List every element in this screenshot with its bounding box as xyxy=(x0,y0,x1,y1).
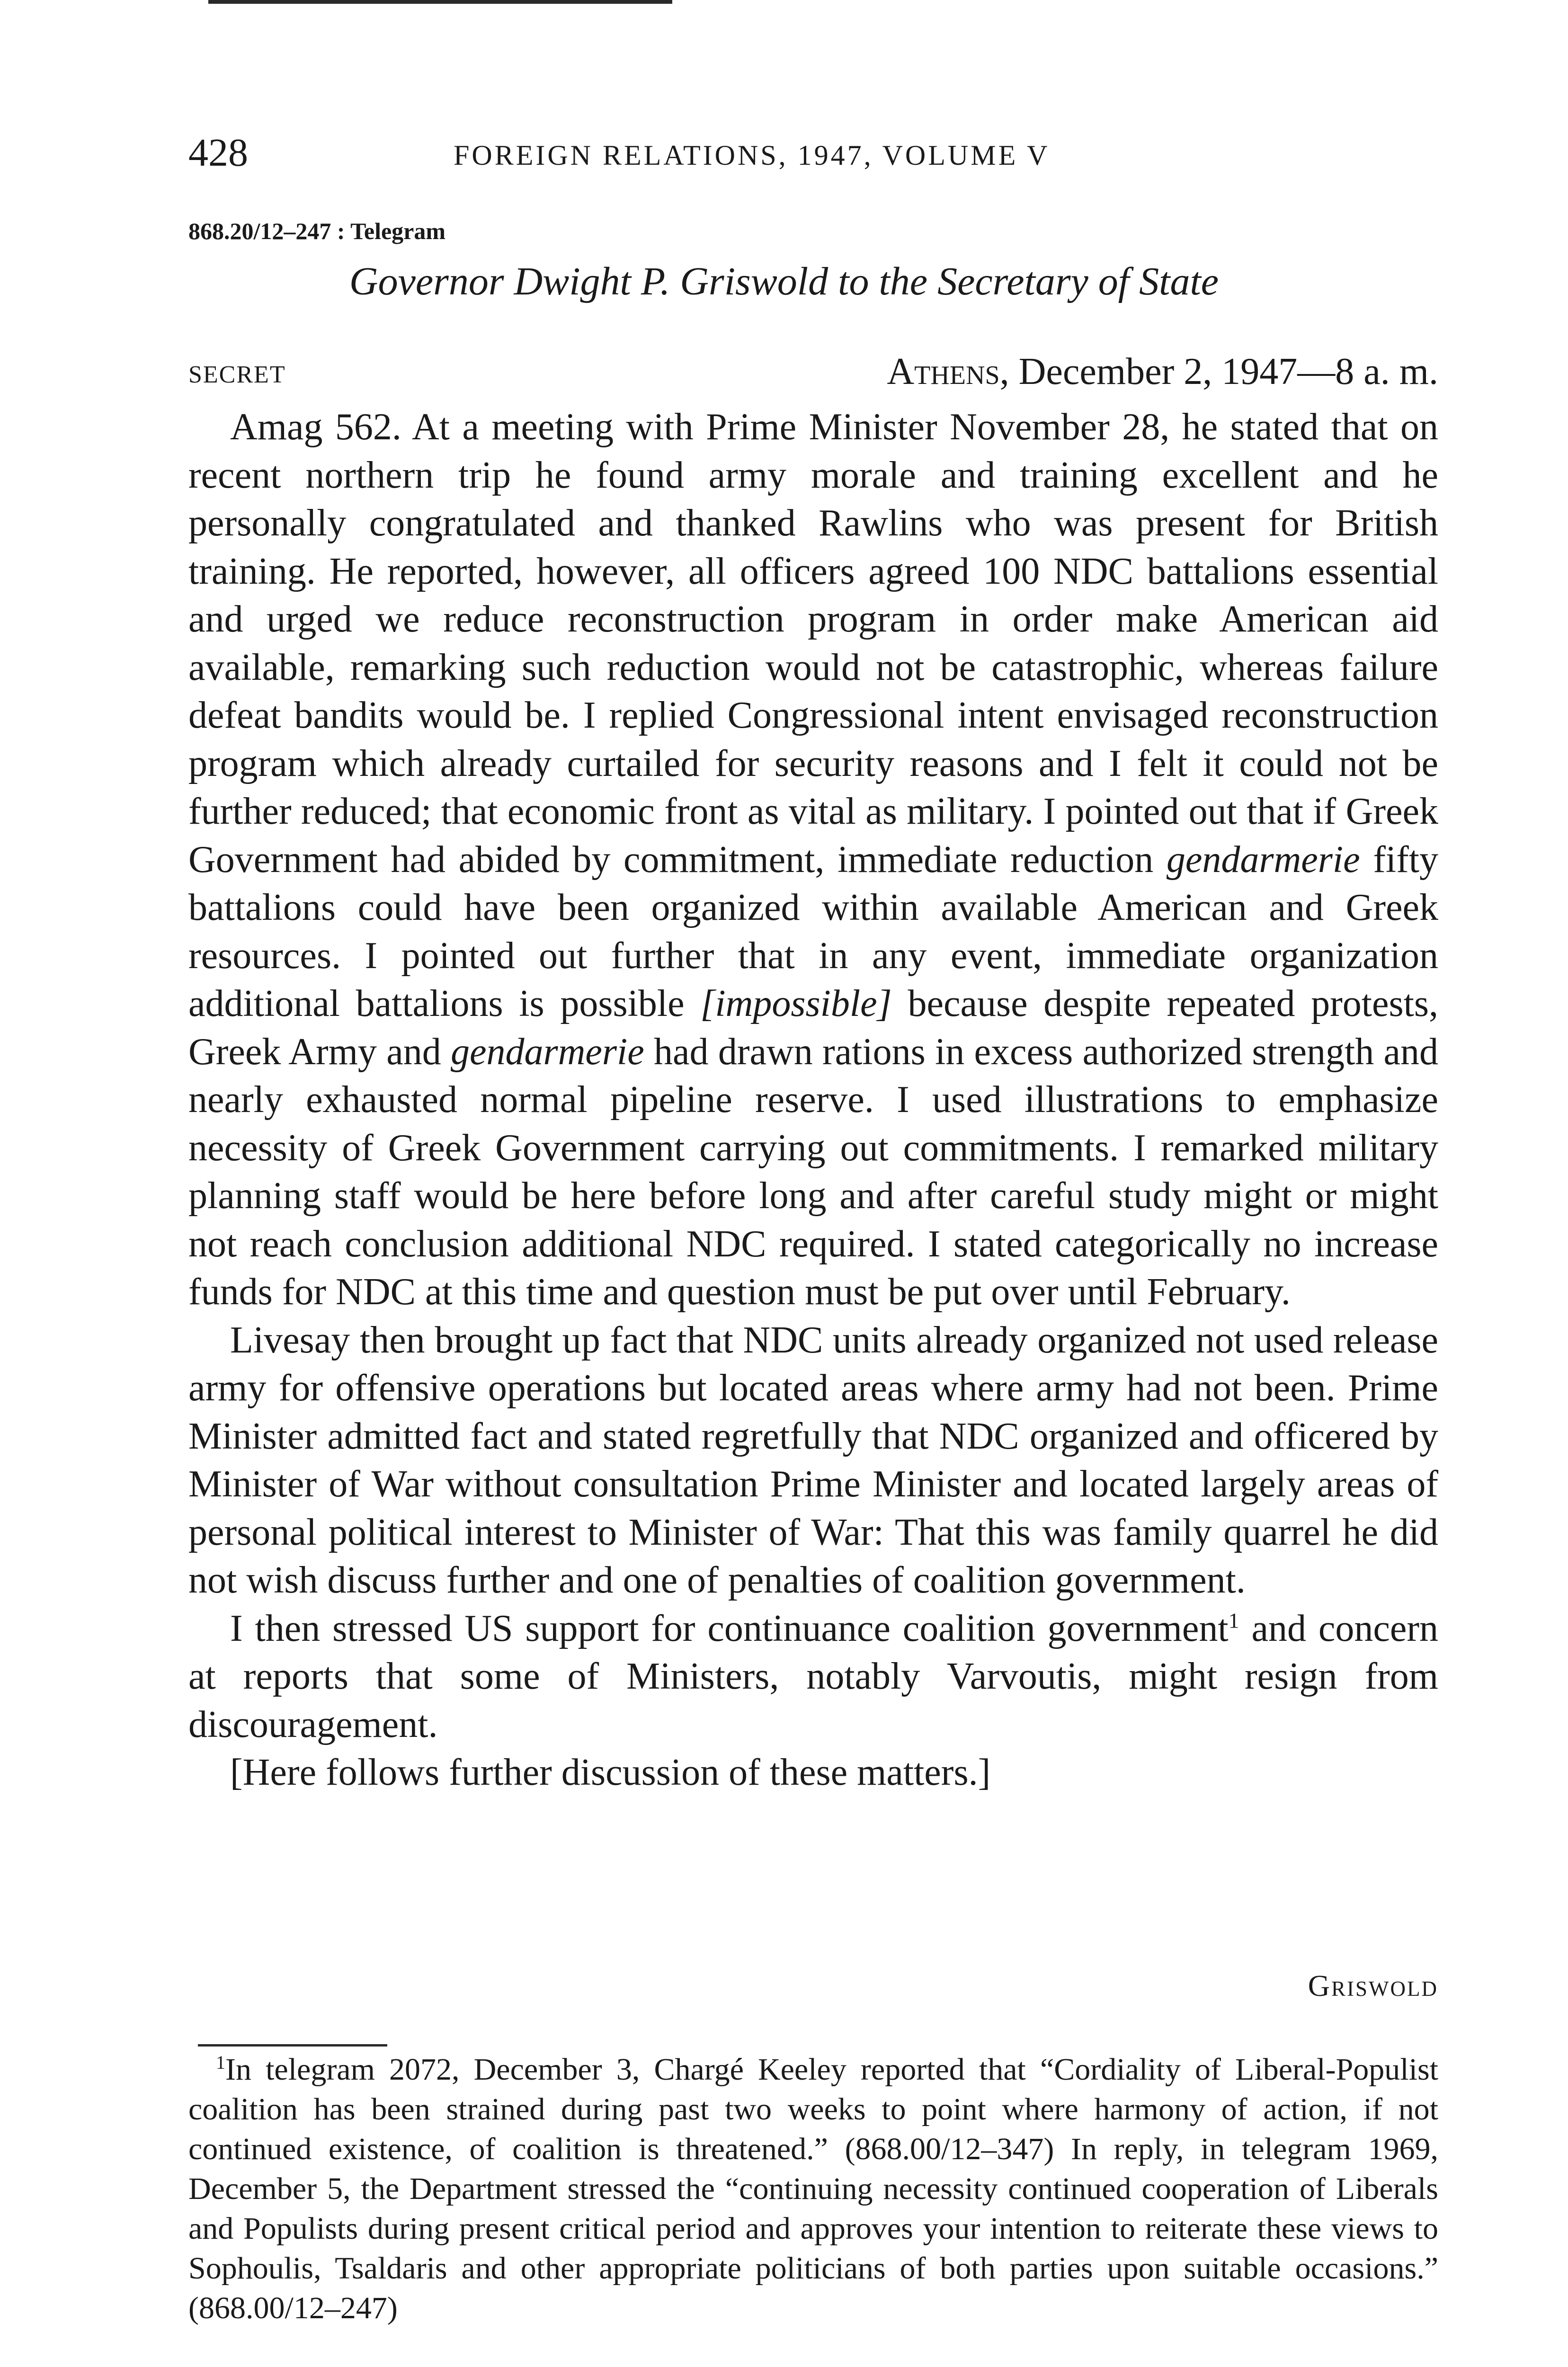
paragraph-3-part-b: and concern at reports that some of Ministers, notably Varvoutis, might resign from discouragement. xyxy=(188,1607,1439,1745)
paragraph-1-part-a: Amag 562. At a meeting with Prime Minister November 28, he stated that on recent northern trip he found army morale and training excellent and he personally congratulated and thanked Rawlins who was present for British training. He reported, however, all officers agreed 100 NDC battalions essential and urged we reduce reconstruction program in order make American aid available, remarking such reduction would not be catastrophic, whereas failure defeat bandits would be. I replied Congressional intent envisaged reconstruction program which already curtailed for security reasons and I felt it could not be further reduced; that economic front as vital as military. I pointed out that if Greek Government had abided by commitment, immediate reduction xyxy=(188,406,1438,881)
paragraph-4: [Here follows further discussion of these matters.] xyxy=(230,1752,991,1793)
paragraph-1-part-b: fifty battalions could have been organized within available American and Greek resources. I pointed out further that in any event, immediate organization additional battalions is possible xyxy=(188,838,1438,1024)
signature: Griswold xyxy=(1308,1969,1438,2002)
top-edge-rule xyxy=(208,0,672,4)
paragraph-1-part-c: because despite repeated protests, Greek Army and xyxy=(188,983,1438,1073)
document-title: Governor Dwight P. Griswold to the Secretary of State xyxy=(349,259,1219,303)
footnote-mark: 1 xyxy=(216,2052,225,2073)
paragraph-3 xyxy=(188,1605,1438,1749)
footnote-paragraph xyxy=(188,2050,1438,2328)
place-name: Athens xyxy=(887,351,1000,392)
file-reference: 868.20/12–247 : Telegram xyxy=(188,218,446,244)
dateline xyxy=(188,346,1438,398)
footnote-reference[interactable]: 1 xyxy=(1228,1608,1239,1632)
page-header xyxy=(188,127,1448,179)
footnote xyxy=(188,2050,1438,2328)
paragraph-1-part-d: had drawn rations in excess authorized strength and nearly exhausted normal pipeline reserve. I used illustrations to emphasize necessity of Greek Government carrying out commitments. I remarked military planning staff would be here before long and after careful study might or might not reach conclusion additional NDC required. I stated categorically no increase funds for NDC at this time and question must be put over until February. xyxy=(188,1031,1438,1313)
italic-term: gendarmerie xyxy=(1166,838,1360,881)
telegram-body xyxy=(188,403,1438,1797)
running-head: FOREIGN RELATIONS, 1947, VOLUME V xyxy=(454,140,1050,171)
paragraph-3-part-a: I then stressed US support for continuance coalition government xyxy=(230,1607,1229,1649)
date-time: , December 2, 1947—8 a. m. xyxy=(999,351,1438,392)
page-number: 428 xyxy=(188,131,248,175)
footnote-divider xyxy=(198,2044,387,2047)
classification-label: SECRET xyxy=(188,361,286,388)
footnote-text: In telegram 2072, December 3, Chargé Keeley reported that “Cordiality of Liberal-Populist coalition has been strained during past two weeks to point where harmony of action, if not continued existence, of coalition is threatened.” (868.00/12–347) In reply, in telegram 1969, December 5, the Department stressed the “continuing necessity continued cooperation of Liberals and Populists during present critical period and approves your intention to reiterate these views to Sophoulis, Tsaldaris and other appropriate politicians of both parties upon suitable occasions.” (868.00/12–247) xyxy=(188,2052,1438,2325)
italic-correction: [impossible] xyxy=(700,983,892,1024)
paragraph-1 xyxy=(188,403,1438,1317)
paragraph-2: Livesay then brought up fact that NDC units already organized not used release army for offensive operations but located areas where army had not been. Prime Minister admitted fact and stated regretfully that NDC organized and officered by Minister of War without consultation Prime Minister and located largely areas of personal political interest to Minister of War: That this was family quarrel he did not wish discuss further and one of penalties of coalition government. xyxy=(188,1319,1438,1601)
italic-term: gendarmerie xyxy=(450,1031,644,1073)
place-and-date xyxy=(887,346,1438,398)
